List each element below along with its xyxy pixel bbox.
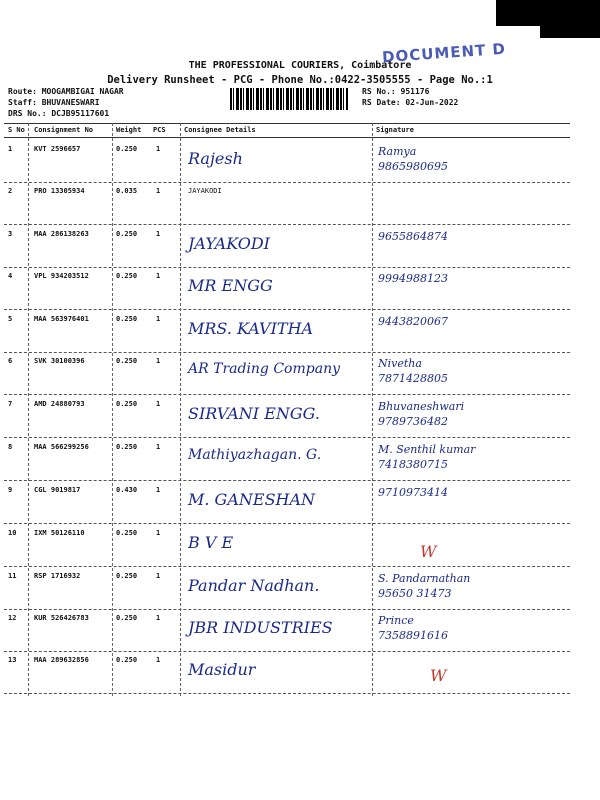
row-separator [4, 523, 570, 524]
signature-line: 95650 31473 [378, 587, 452, 600]
row-sno: 1 [8, 145, 13, 153]
row-consignee: JAYAKODI [188, 234, 270, 253]
col-divider [112, 123, 113, 696]
col-header-consignment: Consignment No [34, 126, 94, 134]
col-divider [28, 123, 29, 696]
signature-line: 9443820067 [378, 315, 448, 328]
row-sno: 5 [8, 315, 13, 323]
row-pcs: 1 [156, 357, 161, 365]
row-pcs: 1 [156, 572, 161, 580]
signature-line: 9655864874 [378, 230, 448, 243]
row-pcs: 1 [156, 187, 161, 195]
row-pcs: 1 [156, 272, 161, 280]
signature-line: Bhuvaneshwari [378, 400, 465, 413]
row-signature [378, 145, 448, 173]
row-weight: 0.250 [116, 145, 138, 153]
row-weight: 0.250 [116, 529, 138, 537]
drs-label: DRS No.: DCJB95117601 [8, 109, 110, 118]
row-pcs: 1 [156, 145, 161, 153]
col-header-signature: Signature [376, 126, 414, 134]
row-consignee: Pandar Nadhan. [188, 576, 320, 595]
row-weight: 0.250 [116, 272, 138, 280]
row-weight: 0.250 [116, 656, 138, 664]
row-sno: 2 [8, 187, 13, 195]
signature-line: 7358891616 [378, 629, 448, 642]
signature-line: 7871428805 [378, 372, 448, 385]
page-title: THE PROFESSIONAL COURIERS, Coimbatore [188, 60, 412, 71]
row-sno: 3 [8, 230, 13, 238]
page-subtitle: Delivery Runsheet - PCG - Phone No.:0422-3505555 - Page No.:1 [107, 74, 493, 86]
row-pcs: 1 [156, 230, 161, 238]
row-consignment-no: AMD 24880793 [34, 400, 85, 408]
signature-line: Prince [378, 614, 414, 627]
row-consignee: SIRVANI ENGG. [188, 404, 320, 423]
row-separator [4, 693, 570, 694]
row-signature [378, 315, 448, 328]
row-pcs: 1 [156, 656, 161, 664]
row-pcs: 1 [156, 315, 161, 323]
row-weight: 0.250 [116, 614, 138, 622]
row-consignee: JAYAKODI [188, 187, 222, 195]
row-sno: 6 [8, 357, 13, 365]
signature-line: 9710973414 [378, 486, 448, 499]
signature-line: 9865980695 [378, 160, 448, 173]
row-separator [4, 394, 570, 395]
row-consignment-no: RSP 1716932 [34, 572, 81, 580]
signature-line: Ramya [378, 145, 417, 158]
row-consignee: M. GANESHAN [188, 490, 316, 509]
row-pcs: 1 [156, 614, 161, 622]
signature-line: 7418380715 [378, 458, 448, 471]
rs-number: RS No.: 951176 [362, 87, 430, 96]
row-weight: 0.250 [116, 443, 138, 451]
table-header-rule [4, 137, 570, 138]
row-weight: 0.250 [116, 400, 138, 408]
row-sno: 11 [8, 572, 17, 580]
row-consignment-no: MAA 563976401 [34, 315, 89, 323]
row-separator [4, 224, 570, 225]
row-consignee: MRS. KAVITHA [188, 319, 314, 338]
row-pcs: 1 [156, 529, 161, 537]
row-separator [4, 352, 570, 353]
rs-date: RS Date: 02-Jun-2022 [362, 98, 459, 107]
row-separator [4, 267, 570, 268]
row-signature [378, 230, 448, 243]
row-consignment-no: SVK 30100396 [34, 357, 85, 365]
col-header-sno: S No [8, 126, 25, 134]
row-consignment-no: VPL 934203512 [34, 272, 89, 280]
col-header-consignee: Consignee Details [184, 126, 256, 134]
row-separator [4, 480, 570, 481]
row-pcs: 1 [156, 400, 161, 408]
row-signature [378, 272, 448, 285]
row-consignment-no: IXM 50126110 [34, 529, 85, 537]
row-pcs: 1 [156, 486, 161, 494]
col-divider [180, 123, 181, 696]
row-consignment-no: KUR 526426783 [34, 614, 89, 622]
row-separator [4, 437, 570, 438]
delivery-tick-mark: W [430, 666, 447, 685]
row-signature [378, 614, 448, 642]
scan-corner-fold [540, 26, 600, 38]
row-sno: 8 [8, 443, 13, 451]
signature-line: S. Pandarnathan [378, 572, 471, 585]
row-consignee: Masidur [188, 660, 256, 679]
row-sno: 4 [8, 272, 13, 280]
staff-label: Staff: BHUVANESWARI [8, 98, 100, 107]
signature-line: Nivetha [378, 357, 422, 370]
row-consignee: AR Trading Company [188, 361, 340, 377]
row-consignee: Mathiyazhagan. G. [188, 447, 322, 463]
row-consignee: Rajesh [188, 149, 243, 168]
row-consignment-no: KVT 2596657 [34, 145, 81, 153]
row-signature [378, 486, 448, 499]
document-stamp: DOCUMENT D [381, 39, 507, 67]
row-sno: 13 [8, 656, 17, 664]
row-consignment-no: MAA 566299256 [34, 443, 89, 451]
row-weight: 0.035 [116, 187, 138, 195]
row-sno: 10 [8, 529, 17, 537]
signature-line: 9789736482 [378, 415, 448, 428]
row-weight: 0.430 [116, 486, 138, 494]
signature-line: M. Senthil kumar [378, 443, 476, 456]
row-consignment-no: PRO 13305934 [34, 187, 85, 195]
row-consignee: JBR INDUSTRIES [188, 618, 333, 637]
row-signature [378, 443, 475, 471]
row-consignment-no: MAA 286138263 [34, 230, 89, 238]
row-sno: 9 [8, 486, 13, 494]
row-weight: 0.250 [116, 572, 138, 580]
col-divider [372, 123, 373, 696]
row-signature [378, 400, 464, 428]
delivery-tick-mark: W [420, 542, 437, 561]
col-header-weight: Weight [116, 126, 142, 134]
row-consignment-no: MAA 289632856 [34, 656, 89, 664]
row-separator [4, 651, 570, 652]
scan-corner [496, 0, 600, 26]
table-top-rule [4, 123, 570, 124]
row-pcs: 1 [156, 443, 161, 451]
barcode [230, 88, 348, 110]
row-consignment-no: CGL 9019817 [34, 486, 81, 494]
row-separator [4, 566, 570, 567]
row-separator [4, 182, 570, 183]
row-sno: 7 [8, 400, 13, 408]
row-sno: 12 [8, 614, 17, 622]
col-header-pcs: PCS [153, 126, 166, 134]
row-weight: 0.250 [116, 230, 138, 238]
row-consignee: MR ENGG [188, 276, 273, 295]
row-signature [378, 357, 448, 385]
route-label: Route: MOOGAMBIGAI NAGAR [8, 87, 124, 96]
signature-line: 9994988123 [378, 272, 448, 285]
row-separator [4, 609, 570, 610]
row-separator [4, 309, 570, 310]
row-weight: 0.250 [116, 315, 138, 323]
row-signature [378, 572, 470, 600]
row-weight: 0.250 [116, 357, 138, 365]
row-consignee: B V E [188, 533, 234, 552]
